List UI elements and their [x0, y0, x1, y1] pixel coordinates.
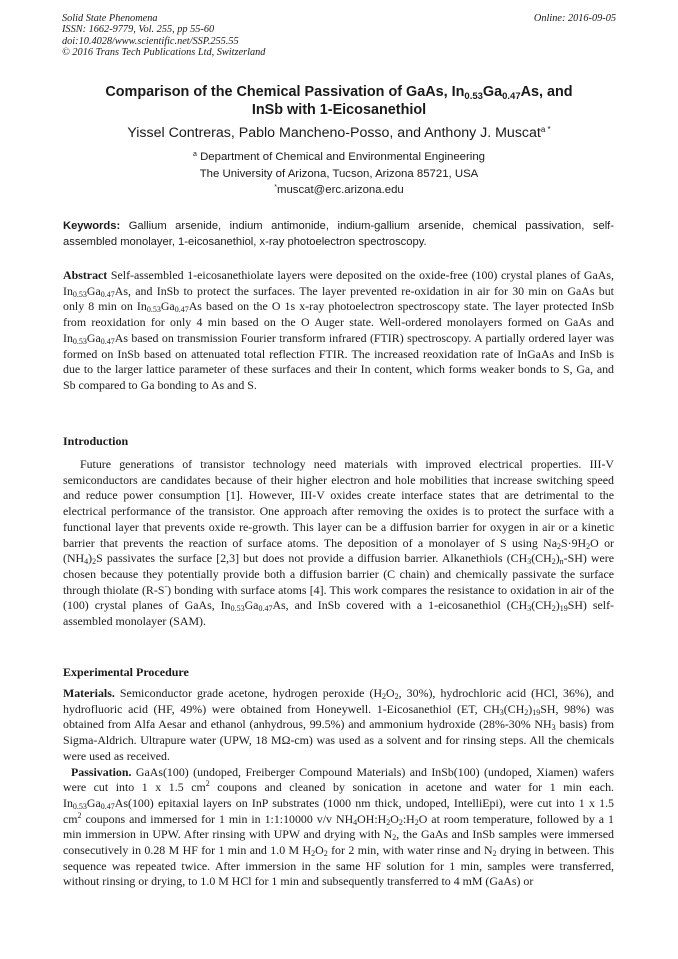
paper-title: [40, 83, 638, 119]
title-line-2: InSb with 1-Eicosanethiol: [251, 102, 427, 118]
subscript: 2: [551, 557, 556, 567]
affiliation-university: The University of Arizona, Tucson, Arizona 85721, USA: [199, 168, 479, 180]
keywords: [63, 219, 614, 250]
title-sub: 0.53: [464, 91, 483, 102]
copyright: © 2016 Trans Tech Publications Ltd, Switzerland: [62, 47, 266, 59]
abstract-text: As, and InSb to protect the surfaces. The layer prevented re-oxidation in air for 30 min on GaAs but only 8 min on In: [63, 283, 614, 314]
passivation-text: OH:H: [357, 811, 387, 826]
intro-text: Ga: [244, 598, 259, 613]
subscript: 0.53: [230, 604, 245, 614]
subscript: 2: [586, 541, 591, 551]
experimental-body: Materials. Semiconductor grade acetone, hydrogen peroxide ($H_2O_2$, 30%), hydrochloric acid (HCl, 36%), and hydrofluoric acid (HF, 49%) were obtained from Honeywell. 1-Eicosanethiol (ET, $CH_3(CH_2)_{19}SH$, 98%) was obtained from Alfa Aesar and ethanol (anhydrous, 99.5%) and ammonium hydroxide (28%-30% $NH_3$ basis) from Sigma-Aldrich. Ultrapure water (UPW, 18 MΩ-cm) was used as a solvent and for rinsing steps. All the chemicals were used as received. Passivation. GaAs(100) (undoped, Freiberger Compound Materials) and InSb(100) (undoped, Xiamen) wafers were cut into 1 x 1.5 $cm^2$ coupons and cleaned by sonication in acetone and water for 1 min each. $In_{0.53}Ga_{0.47}As(100)$ epitaxial layers on InP substrates (1000 nm thick, undoped, IntelliEpi), were cut into 1 x 1.5 $cm^2$ coupons and immersed for 1 min in 1:1:10000 v/v $NH_4OH:H_2O_2:H_2O$ at room temperature, followed by a 1 min immersion in UPW. After rinsing with UPW and drying with $N_2$, the GaAs and InSb samples were immersed consecutively in 0.28 M HF for 1 min and 1.0 M $H_2O_2$ for 2 min, with water rinse and $N_2$ drying in between. This sequence was repeated twice. After immersion in the same HF solution for 1 min, samples were transferred, without rinsing or drying, to 1.0 M HCl for 1 min and subsequently transferred to 4 mM (GaAs) or: [63, 686, 615, 889]
abstract-text: Self-assembled 1-eicosanethiolate layers were deposited on the oxide-free (100) crystal planes of GaAs, In: [63, 268, 614, 298]
materials-text: SH, 98%) was obtained from Alfa Aesar and ethanol (anhydrous, 99.5%) and ammonium hydroxide (28%-30% NH: [63, 701, 614, 732]
intro-text: (CH: [531, 551, 552, 566]
introduction-body: [63, 457, 614, 630]
journal-header: [62, 13, 265, 59]
title-text: Comparison of the Chemical Passivation of GaAs, In: [105, 84, 465, 100]
department-text: Department of Chemical and Environmental Engineering: [200, 151, 485, 163]
passivation-text: O at room temperature, followed by a 1 min immersion in UPW. After rinsing with UPW and drying with N: [63, 811, 614, 842]
abstract-text: Ga: [86, 283, 101, 298]
subscript: 19: [559, 604, 568, 614]
affiliation-department: [0, 151, 678, 163]
materials-text: Semiconductor grade acetone, hydrogen peroxide (H: [119, 686, 383, 700]
materials-text: ): [528, 701, 533, 716]
intro-text: As, and InSb covered with a 1-eicosanethiol (CH: [272, 598, 528, 613]
author-marks: a *: [540, 125, 551, 134]
subscript: 3: [527, 557, 532, 567]
author-list: [0, 125, 678, 141]
abstract-label: Abstract: [63, 268, 108, 282]
title-sub: 0.47: [502, 91, 521, 102]
abstract-text: As based on the O 1s x-ray photoelectron spectroscopy state. The layer protected InSb from reoxidation for only 4 min based on the O Auger state. Well-ordered monolayers formed on GaAs and In: [63, 299, 614, 345]
materials-text: , 30%), hydrochloric acid (HCl, 36%), and hydrofluoric acid (HF, 49%) were obtained from Honeywell. 1-Eicosanethiol (ET, CH: [63, 686, 614, 716]
issn: ISSN: 1662-9779, Vol. 255, pp 55-60: [62, 24, 215, 36]
intro-text: -SH) were chosen because they potentially provide both a diffusion barrier (C chain) and chemically passivate the surface through thiolate (R-S: [63, 551, 614, 597]
passivation-label: Passivation.: [71, 764, 132, 779]
subscript: 0.47: [174, 305, 189, 315]
materials-text: (CH: [503, 701, 525, 716]
affil-mark: a: [193, 151, 197, 158]
passivation-text: drying in between. This sequence was repeated twice. After immersion in the same HF solution for 1 min, samples were transferred, without rinsing or drying, to 1.0 M HCl for 1 min and subsequently transferred to 4 mM (GaAs) or: [63, 843, 614, 889]
introduction-heading: Introduction: [63, 434, 129, 448]
intro-text: ): [555, 598, 560, 613]
intro-text: S·9H: [561, 535, 587, 550]
intro-text: ) bonding with surface atoms [4]. This work compares the resistance to oxidation in air of the (100) crystal planes of GaAs, In: [63, 582, 614, 613]
subscript: 0.47: [258, 604, 273, 614]
title-text: As, and: [520, 84, 573, 100]
passivation-text: O: [315, 843, 324, 858]
subscript: 0.47: [100, 289, 115, 299]
passivation-text: O: [390, 811, 399, 826]
abstract: [63, 268, 614, 394]
keywords-label: Keywords:: [63, 220, 121, 232]
subscript: 0.53: [72, 289, 87, 299]
intro-text: ): [88, 551, 93, 566]
subscript: 2: [551, 604, 556, 614]
abstract-text: As based on transmission Fourier transform infrared (FTIR) spectroscopy. A partially ordered layer was formed on InSb based on attenuated total reflection FTIR. The increased reoxidation rate of InGaAs and InSb is due to the larger lattice parameter of these surfaces and their In content, which forms weaker bonds to S, Ga, and Sb compared to Ga bonding to As and S.: [63, 330, 614, 392]
subscript: 0.53: [72, 336, 87, 346]
author-names: Yissel Contreras, Pablo Mancheno-Posso, and Anthony J. Muscat: [127, 125, 541, 141]
subscript: 2: [557, 541, 562, 551]
intro-text: O or (NH: [63, 535, 614, 566]
email-link[interactable]: muscat@erc.arizona.edu: [276, 184, 404, 196]
subscript: 2: [92, 557, 97, 567]
passivation-text: As(100) epitaxial layers on InP substrates (1000 nm thick, undoped, IntelliEpi), were cut into 1 x 1.5 cm: [63, 795, 614, 826]
keywords-text: Gallium arsenide, indium antimonide, indium-gallium arsenide, chemical passivation, self-assembled monolayer, 1-eicosanethiol, x-ray photoelectron spectroscopy.: [63, 220, 615, 248]
email-mark: *: [274, 184, 277, 191]
online-date: Online: 2016-09-05: [533, 13, 616, 24]
intro-text: Future generations of transistor technology need materials with improved electrical properties. III-V semiconductors are candidates because of their higher electron and hole mobilities that increase switching speed and reduce power consumption [1]. However, III-V oxides create interface states that are detrimental to the electrical performance of the transistor. One approach after removing the oxides is to protect the surface with a functional layer that prevents oxide re-growth. This layer can be a diffusion barrier for oxygen in air or a kinetic barrier that prevents the reaction of surface atoms. The deposition of a monolayer of S using Na: [63, 457, 614, 550]
superscript: -: [164, 581, 168, 591]
title-text: Ga: [482, 84, 503, 100]
doi[interactable]: doi:10.4028/www.scientific.net/SSP.255.55: [62, 35, 239, 47]
passivation-text: :H: [402, 811, 415, 826]
materials-text: O: [386, 686, 395, 700]
abstract-text: Ga: [160, 299, 175, 314]
passivation-text: Ga: [86, 795, 101, 810]
passivation-text: , the GaAs and InSb samples were immersed consecutively in 0.28 M HF for 1 min and 1.0 M H: [63, 827, 614, 858]
intro-text: S passivates the surface [2,3] but does not provide a diffusion barrier. Alkanethiols (CH: [96, 551, 528, 566]
subscript: 4: [84, 557, 89, 567]
materials-label: Materials.: [63, 686, 115, 700]
subscript: n: [559, 557, 564, 567]
abstract-text: Ga: [86, 330, 101, 345]
intro-text: SH) self-assembled monolayer (SAM).: [63, 598, 614, 629]
passivation-text: GaAs(100) (undoped, Freiberger Compound Materials) and InSb(100) (undoped, Xiamen) wafers were cut into 1 x 1.5 cm: [63, 764, 615, 795]
affiliation-email: [0, 184, 678, 196]
passivation-text: for 2 min, with water rinse and N: [327, 843, 493, 858]
passivation-text: coupons and cleaned by sonication in acetone and water for 1 min each. In: [63, 780, 614, 810]
subscript: 0.47: [100, 336, 115, 346]
subscript: 3: [527, 604, 532, 614]
intro-text: ): [555, 551, 560, 566]
intro-text: (CH: [531, 598, 552, 613]
materials-text: basis) from Sigma-Aldrich. Ultrapure water (UPW, 18 MΩ-cm) was used as a solvent and for rinsing steps. All the chemicals were used as received.: [63, 717, 614, 763]
experimental-heading: Experimental Procedure: [63, 665, 189, 679]
subscript: 0.53: [146, 305, 161, 315]
journal-name: Solid State Phenomena: [62, 13, 158, 24]
passivation-text: coupons and immersed for 1 min in 1:1:10000 v/v NH: [81, 811, 354, 826]
